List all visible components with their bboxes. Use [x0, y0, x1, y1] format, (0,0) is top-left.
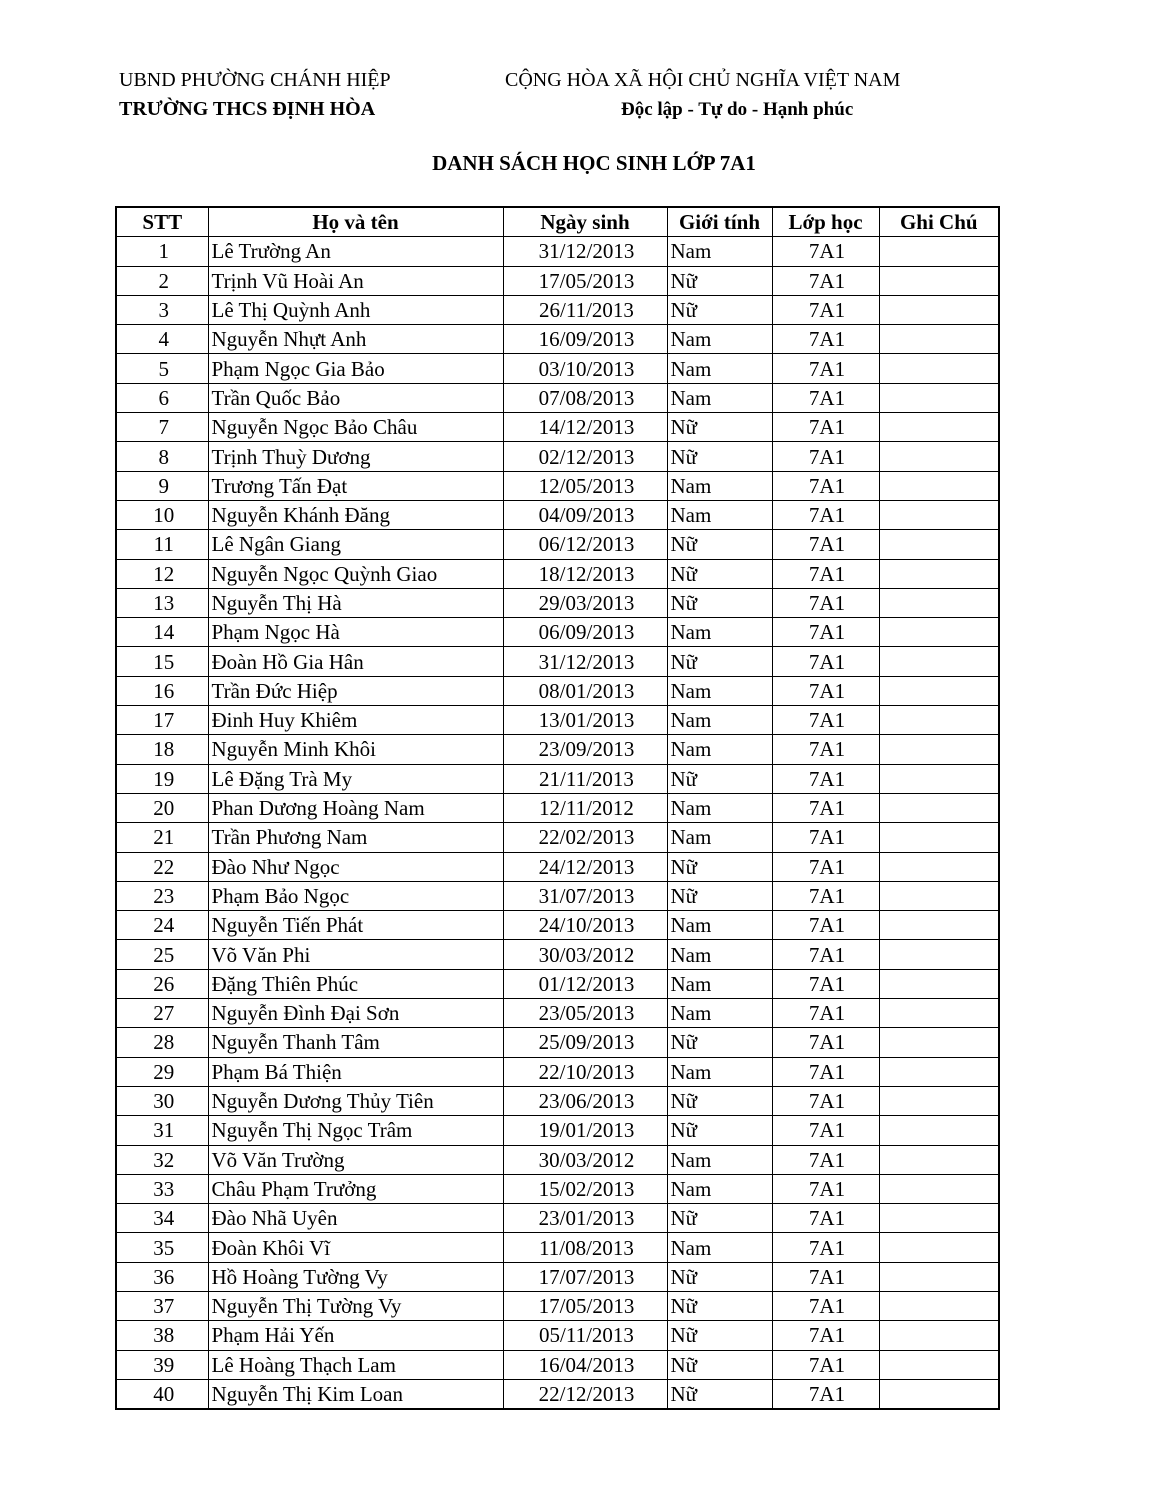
cell-date-of-birth: 23/05/2013: [503, 999, 667, 1028]
cell-notes: [879, 354, 999, 383]
cell-gender: Nam: [667, 471, 772, 500]
table-row: [116, 969, 999, 998]
cell-gender: Nam: [667, 823, 772, 852]
school-name: TRƯỜNG THCS ĐỊNH HÒA: [119, 98, 376, 120]
cell-gender: Nam: [667, 793, 772, 822]
cell-stt: 23: [116, 881, 208, 910]
table-row: [116, 1116, 999, 1145]
cell-stt: 5: [116, 354, 208, 383]
cell-date-of-birth: 31/07/2013: [503, 881, 667, 910]
cell-notes: [879, 237, 999, 266]
cell-stt: 39: [116, 1350, 208, 1379]
cell-class: 7A1: [772, 1233, 879, 1262]
cell-gender: Nữ: [667, 764, 772, 793]
cell-full-name: Nguyễn Minh Khôi: [208, 735, 503, 764]
cell-gender: Nam: [667, 237, 772, 266]
cell-class: 7A1: [772, 793, 879, 822]
cell-stt: 34: [116, 1204, 208, 1233]
cell-notes: [879, 764, 999, 793]
cell-notes: [879, 588, 999, 617]
cell-notes: [879, 266, 999, 295]
cell-gender: Nam: [667, 940, 772, 969]
cell-gender: Nam: [667, 676, 772, 705]
cell-date-of-birth: 07/08/2013: [503, 383, 667, 412]
table-row: [116, 1350, 999, 1379]
cell-notes: [879, 735, 999, 764]
cell-full-name: Nguyễn Thanh Tâm: [208, 1028, 503, 1057]
cell-class: 7A1: [772, 266, 879, 295]
cell-notes: [879, 530, 999, 559]
cell-gender: Nữ: [667, 1116, 772, 1145]
cell-date-of-birth: 02/12/2013: [503, 442, 667, 471]
cell-gender: Nữ: [667, 1350, 772, 1379]
cell-notes: [879, 706, 999, 735]
cell-full-name: Phạm Bá Thiện: [208, 1057, 503, 1086]
cell-notes: [879, 1204, 999, 1233]
cell-stt: 32: [116, 1145, 208, 1174]
table-row: [116, 999, 999, 1028]
cell-full-name: Đào Nhã Uyên: [208, 1204, 503, 1233]
cell-full-name: Nguyễn Thị Ngọc Trâm: [208, 1116, 503, 1145]
cell-stt: 6: [116, 383, 208, 412]
column-header-stt: STT: [116, 207, 208, 237]
cell-notes: [879, 793, 999, 822]
cell-date-of-birth: 04/09/2013: [503, 500, 667, 529]
cell-date-of-birth: 25/09/2013: [503, 1028, 667, 1057]
cell-gender: Nữ: [667, 295, 772, 324]
cell-gender: Nam: [667, 1233, 772, 1262]
cell-notes: [879, 881, 999, 910]
table-row: [116, 911, 999, 940]
cell-date-of-birth: 13/01/2013: [503, 706, 667, 735]
table-row: [116, 588, 999, 617]
cell-stt: 4: [116, 325, 208, 354]
table-row: [116, 354, 999, 383]
cell-stt: 33: [116, 1174, 208, 1203]
cell-full-name: Nguyễn Ngọc Bảo Châu: [208, 413, 503, 442]
cell-full-name: Nguyễn Tiến Phát: [208, 911, 503, 940]
cell-stt: 8: [116, 442, 208, 471]
cell-class: 7A1: [772, 559, 879, 588]
cell-date-of-birth: 22/12/2013: [503, 1379, 667, 1409]
cell-gender: Nam: [667, 735, 772, 764]
table-row: [116, 1174, 999, 1203]
cell-gender: Nữ: [667, 1028, 772, 1057]
cell-full-name: Võ Văn Trường: [208, 1145, 503, 1174]
cell-full-name: Nguyễn Thị Hà: [208, 588, 503, 617]
cell-full-name: Lê Thị Quỳnh Anh: [208, 295, 503, 324]
cell-date-of-birth: 30/03/2012: [503, 1145, 667, 1174]
cell-gender: Nam: [667, 706, 772, 735]
cell-stt: 18: [116, 735, 208, 764]
cell-notes: [879, 1291, 999, 1320]
cell-full-name: Phan Dương Hoàng Nam: [208, 793, 503, 822]
table-body: [116, 237, 999, 1409]
table-row: [116, 295, 999, 324]
cell-gender: Nữ: [667, 1379, 772, 1409]
cell-gender: Nữ: [667, 266, 772, 295]
table-row: [116, 559, 999, 588]
cell-notes: [879, 1321, 999, 1350]
cell-class: 7A1: [772, 1350, 879, 1379]
cell-date-of-birth: 06/12/2013: [503, 530, 667, 559]
cell-date-of-birth: 12/11/2012: [503, 793, 667, 822]
table-row: [116, 500, 999, 529]
cell-class: 7A1: [772, 237, 879, 266]
cell-full-name: Trần Quốc Bảo: [208, 383, 503, 412]
cell-notes: [879, 1086, 999, 1115]
table-header-row: [116, 207, 999, 237]
cell-date-of-birth: 11/08/2013: [503, 1233, 667, 1262]
cell-full-name: Nguyễn Đình Đại Sơn: [208, 999, 503, 1028]
cell-gender: Nữ: [667, 1086, 772, 1115]
cell-notes: [879, 325, 999, 354]
cell-stt: 2: [116, 266, 208, 295]
table-row: [116, 940, 999, 969]
cell-stt: 40: [116, 1379, 208, 1409]
cell-date-of-birth: 17/05/2013: [503, 266, 667, 295]
cell-stt: 35: [116, 1233, 208, 1262]
cell-class: 7A1: [772, 354, 879, 383]
cell-notes: [879, 1028, 999, 1057]
cell-class: 7A1: [772, 911, 879, 940]
cell-stt: 13: [116, 588, 208, 617]
cell-date-of-birth: 17/05/2013: [503, 1291, 667, 1320]
table-row: [116, 413, 999, 442]
cell-notes: [879, 1233, 999, 1262]
table-row: [116, 735, 999, 764]
cell-class: 7A1: [772, 940, 879, 969]
cell-stt: 12: [116, 559, 208, 588]
cell-stt: 10: [116, 500, 208, 529]
cell-stt: 37: [116, 1291, 208, 1320]
cell-notes: [879, 1379, 999, 1409]
table-row: [116, 1145, 999, 1174]
cell-full-name: Trịnh Thuỳ Dương: [208, 442, 503, 471]
cell-notes: [879, 999, 999, 1028]
cell-gender: Nam: [667, 1057, 772, 1086]
cell-class: 7A1: [772, 852, 879, 881]
cell-stt: 1: [116, 237, 208, 266]
cell-class: 7A1: [772, 1057, 879, 1086]
cell-notes: [879, 1145, 999, 1174]
cell-date-of-birth: 16/04/2013: [503, 1350, 667, 1379]
cell-notes: [879, 442, 999, 471]
cell-class: 7A1: [772, 881, 879, 910]
cell-notes: [879, 383, 999, 412]
column-header-notes: Ghi Chú: [879, 207, 999, 237]
cell-gender: Nam: [667, 354, 772, 383]
cell-full-name: Lê Đặng Trà My: [208, 764, 503, 793]
cell-full-name: Võ Văn Phi: [208, 940, 503, 969]
table-row: [116, 1233, 999, 1262]
column-header-class: Lớp học: [772, 207, 879, 237]
cell-stt: 3: [116, 295, 208, 324]
cell-stt: 14: [116, 618, 208, 647]
cell-gender: Nữ: [667, 413, 772, 442]
cell-date-of-birth: 31/12/2013: [503, 237, 667, 266]
cell-stt: 9: [116, 471, 208, 500]
table-row: [116, 1204, 999, 1233]
table-row: [116, 706, 999, 735]
cell-class: 7A1: [772, 325, 879, 354]
cell-gender: Nữ: [667, 588, 772, 617]
cell-class: 7A1: [772, 383, 879, 412]
national-title: CỘNG HÒA XÃ HỘI CHỦ NGHĨA VIỆT NAM: [505, 69, 901, 91]
cell-class: 7A1: [772, 999, 879, 1028]
cell-class: 7A1: [772, 969, 879, 998]
cell-date-of-birth: 23/01/2013: [503, 1204, 667, 1233]
cell-stt: 15: [116, 647, 208, 676]
cell-notes: [879, 647, 999, 676]
cell-notes: [879, 1350, 999, 1379]
cell-date-of-birth: 16/09/2013: [503, 325, 667, 354]
cell-gender: Nam: [667, 500, 772, 529]
cell-gender: Nữ: [667, 647, 772, 676]
cell-stt: 20: [116, 793, 208, 822]
cell-stt: 26: [116, 969, 208, 998]
cell-class: 7A1: [772, 1086, 879, 1115]
cell-class: 7A1: [772, 1379, 879, 1409]
cell-full-name: Trần Đức Hiệp: [208, 676, 503, 705]
cell-stt: 11: [116, 530, 208, 559]
cell-gender: Nữ: [667, 852, 772, 881]
cell-stt: 31: [116, 1116, 208, 1145]
cell-date-of-birth: 24/12/2013: [503, 852, 667, 881]
cell-stt: 17: [116, 706, 208, 735]
cell-full-name: Nguyễn Thị Kim Loan: [208, 1379, 503, 1409]
authority-name: UBND PHƯỜNG CHÁNH HIỆP: [119, 69, 391, 91]
cell-class: 7A1: [772, 1321, 879, 1350]
cell-notes: [879, 1262, 999, 1291]
cell-class: 7A1: [772, 706, 879, 735]
cell-notes: [879, 413, 999, 442]
cell-date-of-birth: 26/11/2013: [503, 295, 667, 324]
cell-gender: Nữ: [667, 881, 772, 910]
cell-notes: [879, 559, 999, 588]
cell-gender: Nữ: [667, 1204, 772, 1233]
cell-date-of-birth: 12/05/2013: [503, 471, 667, 500]
table-row: [116, 881, 999, 910]
table-row: [116, 442, 999, 471]
cell-full-name: Trần Phương Nam: [208, 823, 503, 852]
document-title: DANH SÁCH HỌC SINH LỚP 7A1: [432, 151, 756, 175]
cell-gender: Nữ: [667, 1321, 772, 1350]
cell-stt: 7: [116, 413, 208, 442]
table-row: [116, 852, 999, 881]
table-row: [116, 1321, 999, 1350]
cell-class: 7A1: [772, 735, 879, 764]
cell-date-of-birth: 15/02/2013: [503, 1174, 667, 1203]
cell-full-name: Trịnh Vũ Hoài An: [208, 266, 503, 295]
cell-class: 7A1: [772, 530, 879, 559]
cell-notes: [879, 911, 999, 940]
table-row: [116, 1028, 999, 1057]
table-row: [116, 237, 999, 266]
cell-full-name: Phạm Bảo Ngọc: [208, 881, 503, 910]
cell-date-of-birth: 19/01/2013: [503, 1116, 667, 1145]
cell-gender: Nữ: [667, 442, 772, 471]
cell-class: 7A1: [772, 500, 879, 529]
cell-gender: Nam: [667, 999, 772, 1028]
cell-full-name: Đào Như Ngọc: [208, 852, 503, 881]
cell-date-of-birth: 14/12/2013: [503, 413, 667, 442]
cell-class: 7A1: [772, 676, 879, 705]
table-row: [116, 325, 999, 354]
cell-notes: [879, 1057, 999, 1086]
cell-full-name: Nguyễn Khánh Đăng: [208, 500, 503, 529]
cell-date-of-birth: 24/10/2013: [503, 911, 667, 940]
cell-gender: Nam: [667, 383, 772, 412]
cell-date-of-birth: 21/11/2013: [503, 764, 667, 793]
table-row: [116, 764, 999, 793]
cell-gender: Nam: [667, 969, 772, 998]
table-row: [116, 530, 999, 559]
table-row: [116, 1379, 999, 1409]
cell-date-of-birth: 30/03/2012: [503, 940, 667, 969]
cell-full-name: Đinh Huy Khiêm: [208, 706, 503, 735]
cell-full-name: Lê Ngân Giang: [208, 530, 503, 559]
cell-full-name: Phạm Ngọc Hà: [208, 618, 503, 647]
cell-class: 7A1: [772, 471, 879, 500]
table-row: [116, 793, 999, 822]
column-header-date-of-birth: Ngày sinh: [503, 207, 667, 237]
cell-notes: [879, 823, 999, 852]
cell-notes: [879, 618, 999, 647]
cell-date-of-birth: 23/09/2013: [503, 735, 667, 764]
cell-class: 7A1: [772, 1291, 879, 1320]
cell-notes: [879, 852, 999, 881]
cell-gender: Nữ: [667, 1291, 772, 1320]
cell-class: 7A1: [772, 295, 879, 324]
table-row: [116, 1291, 999, 1320]
cell-stt: 28: [116, 1028, 208, 1057]
cell-notes: [879, 1116, 999, 1145]
cell-stt: 22: [116, 852, 208, 881]
cell-date-of-birth: 03/10/2013: [503, 354, 667, 383]
cell-stt: 21: [116, 823, 208, 852]
cell-gender: Nam: [667, 911, 772, 940]
cell-stt: 29: [116, 1057, 208, 1086]
table-row: [116, 1086, 999, 1115]
table-row: [116, 1262, 999, 1291]
cell-class: 7A1: [772, 1174, 879, 1203]
cell-gender: Nam: [667, 1174, 772, 1203]
cell-gender: Nam: [667, 1145, 772, 1174]
cell-date-of-birth: 31/12/2013: [503, 647, 667, 676]
table-row: [116, 676, 999, 705]
cell-gender: Nữ: [667, 530, 772, 559]
cell-gender: Nữ: [667, 559, 772, 588]
cell-notes: [879, 295, 999, 324]
cell-stt: 36: [116, 1262, 208, 1291]
cell-full-name: Đặng Thiên Phúc: [208, 969, 503, 998]
cell-class: 7A1: [772, 618, 879, 647]
table-row: [116, 471, 999, 500]
cell-date-of-birth: 08/01/2013: [503, 676, 667, 705]
cell-date-of-birth: 22/02/2013: [503, 823, 667, 852]
cell-full-name: Trương Tấn Đạt: [208, 471, 503, 500]
cell-stt: 30: [116, 1086, 208, 1115]
cell-stt: 24: [116, 911, 208, 940]
cell-date-of-birth: 18/12/2013: [503, 559, 667, 588]
cell-notes: [879, 1174, 999, 1203]
cell-date-of-birth: 22/10/2013: [503, 1057, 667, 1086]
cell-gender: Nam: [667, 325, 772, 354]
cell-class: 7A1: [772, 1145, 879, 1174]
student-roster-table: [115, 206, 1000, 1410]
cell-date-of-birth: 05/11/2013: [503, 1321, 667, 1350]
cell-stt: 19: [116, 764, 208, 793]
cell-class: 7A1: [772, 764, 879, 793]
cell-date-of-birth: 17/07/2013: [503, 1262, 667, 1291]
cell-notes: [879, 471, 999, 500]
table-row: [116, 647, 999, 676]
cell-stt: 27: [116, 999, 208, 1028]
cell-stt: 25: [116, 940, 208, 969]
cell-class: 7A1: [772, 1028, 879, 1057]
cell-date-of-birth: 29/03/2013: [503, 588, 667, 617]
table-row: [116, 618, 999, 647]
cell-class: 7A1: [772, 442, 879, 471]
table-row: [116, 383, 999, 412]
cell-date-of-birth: 01/12/2013: [503, 969, 667, 998]
cell-full-name: Phạm Hải Yến: [208, 1321, 503, 1350]
column-header-gender: Giới tính: [667, 207, 772, 237]
cell-full-name: Lê Hoàng Thạch Lam: [208, 1350, 503, 1379]
cell-class: 7A1: [772, 1262, 879, 1291]
cell-full-name: Châu Phạm Trưởng: [208, 1174, 503, 1203]
cell-gender: Nữ: [667, 1262, 772, 1291]
cell-full-name: Lê Trường An: [208, 237, 503, 266]
table-row: [116, 823, 999, 852]
cell-stt: 16: [116, 676, 208, 705]
cell-notes: [879, 940, 999, 969]
cell-full-name: Nguyễn Dương Thủy Tiên: [208, 1086, 503, 1115]
cell-class: 7A1: [772, 1204, 879, 1233]
cell-full-name: Đoàn Hồ Gia Hân: [208, 647, 503, 676]
cell-full-name: Nguyễn Ngọc Quỳnh Giao: [208, 559, 503, 588]
cell-class: 7A1: [772, 413, 879, 442]
cell-stt: 38: [116, 1321, 208, 1350]
column-header-full-name: Họ và tên: [208, 207, 503, 237]
cell-full-name: Nguyễn Nhựt Anh: [208, 325, 503, 354]
cell-class: 7A1: [772, 647, 879, 676]
national-motto: Độc lập - Tự do - Hạnh phúc: [621, 99, 854, 120]
cell-class: 7A1: [772, 588, 879, 617]
cell-full-name: Đoàn Khôi Vĩ: [208, 1233, 503, 1262]
cell-full-name: Hồ Hoàng Tường Vy: [208, 1262, 503, 1291]
cell-full-name: Nguyễn Thị Tường Vy: [208, 1291, 503, 1320]
cell-full-name: Phạm Ngọc Gia Bảo: [208, 354, 503, 383]
table-row: [116, 266, 999, 295]
cell-date-of-birth: 23/06/2013: [503, 1086, 667, 1115]
cell-date-of-birth: 06/09/2013: [503, 618, 667, 647]
table-row: [116, 1057, 999, 1086]
cell-notes: [879, 676, 999, 705]
cell-gender: Nam: [667, 618, 772, 647]
cell-class: 7A1: [772, 823, 879, 852]
cell-notes: [879, 969, 999, 998]
cell-notes: [879, 500, 999, 529]
cell-class: 7A1: [772, 1116, 879, 1145]
